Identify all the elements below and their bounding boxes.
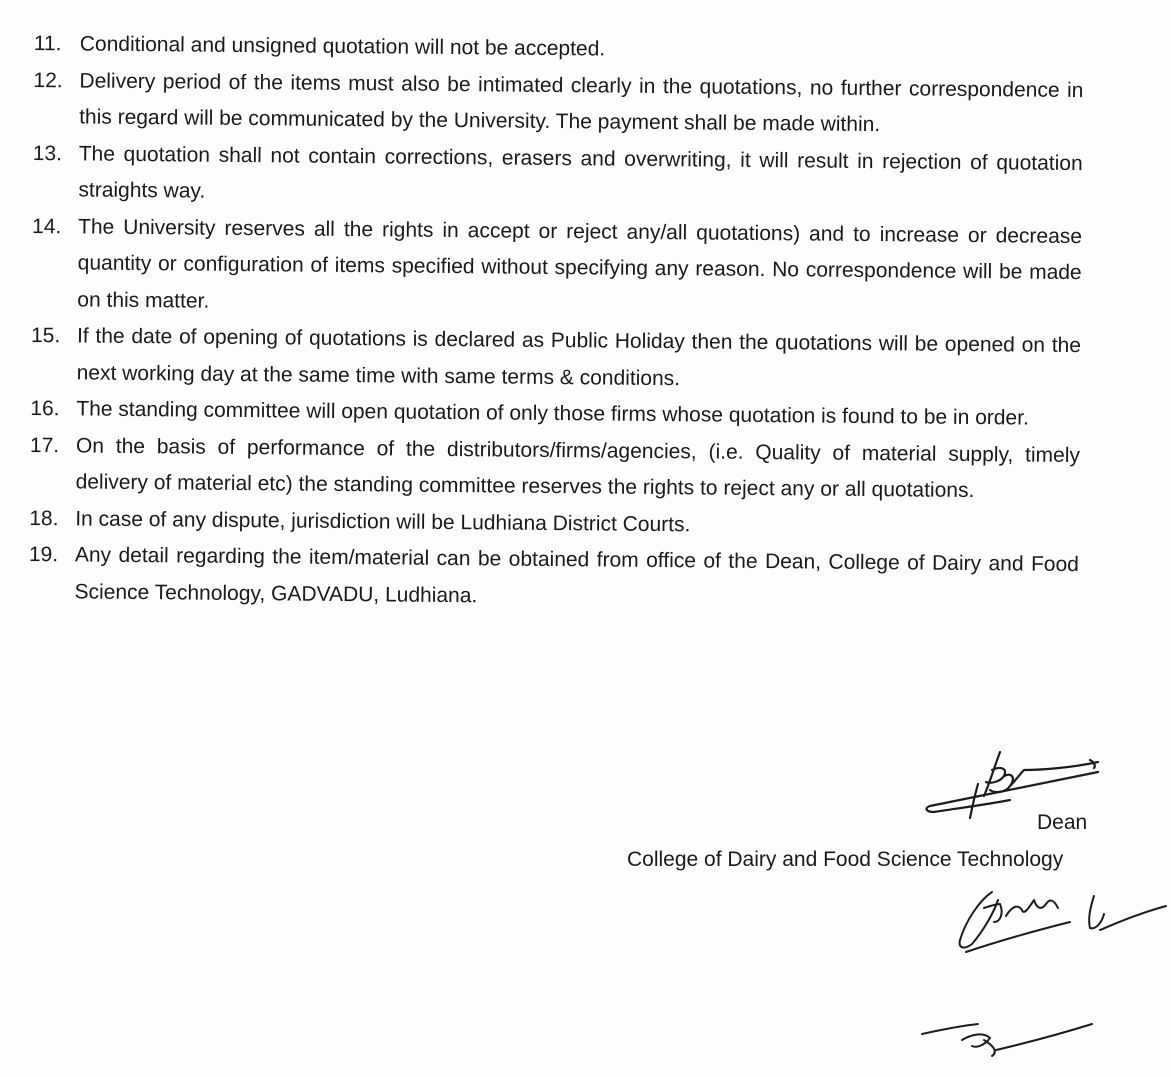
term-number: 19.	[28, 542, 59, 567]
term-number: 15.	[30, 323, 61, 348]
signatory-title: Dean	[1037, 811, 1088, 834]
term-item	[31, 208, 1082, 328]
term-number: 17.	[29, 433, 60, 457]
term-text: Conditional and unsigned quotation will not be accepted.	[79, 32, 606, 61]
term-number: 13.	[32, 141, 63, 165]
term-item	[32, 135, 1083, 218]
term-number: 16.	[30, 396, 60, 421]
term-text: In case of any dispute, jurisdiction will be Ludhiana District Courts.	[75, 506, 691, 536]
term-text: Any detail regarding the item/material can be obtained from office of the Dean, College of Dairy and Food Science Technology, GADVADU, Ludhiana.	[74, 543, 1079, 607]
second-signature	[960, 892, 1166, 952]
third-signature	[922, 1024, 1092, 1056]
terms-list	[28, 26, 1084, 620]
term-item	[33, 62, 1084, 145]
dean-signature	[927, 752, 1098, 818]
term-item	[29, 427, 1080, 510]
term-text: The quotation shall not contain corrections, erasers and overwriting, it will result in rejection of quotation straights way.	[78, 141, 1083, 203]
term-item	[28, 537, 1079, 620]
term-number: 14.	[31, 214, 62, 238]
term-text: On the basis of performance of the distributors/firms/agencies, (i.e. Quality of material supply, timely delivery of material etc) the standing committee reserves the rights to reject any or all quotations.	[75, 433, 1081, 503]
term-number: 12.	[33, 68, 63, 92]
term-text: Delivery period of the items must also be intimated clearly in the quotations, no further correspondence in this regard will be communicated by the University. The payment shall be made within.	[79, 68, 1084, 137]
term-text: If the date of opening of quotations is declared as Public Holiday then the quotations will be opened on the next working day at the same time with same terms & conditions.	[76, 324, 1082, 390]
term-text: The standing committee will open quotation of only those firms whose quotation is found to be in order.	[76, 397, 1029, 430]
term-number: 18.	[29, 506, 59, 530]
signatory-organization: College of Dairy and Food Science Technology	[627, 848, 1064, 871]
term-text: The University reserves all the rights in accept or reject any/all quotations) and to increase or decrease quantity or configuration of items specified without specifying any reason. No correspondence will be made on this matter.	[77, 214, 1083, 313]
term-item	[30, 318, 1081, 401]
term-number: 11.	[33, 31, 62, 56]
